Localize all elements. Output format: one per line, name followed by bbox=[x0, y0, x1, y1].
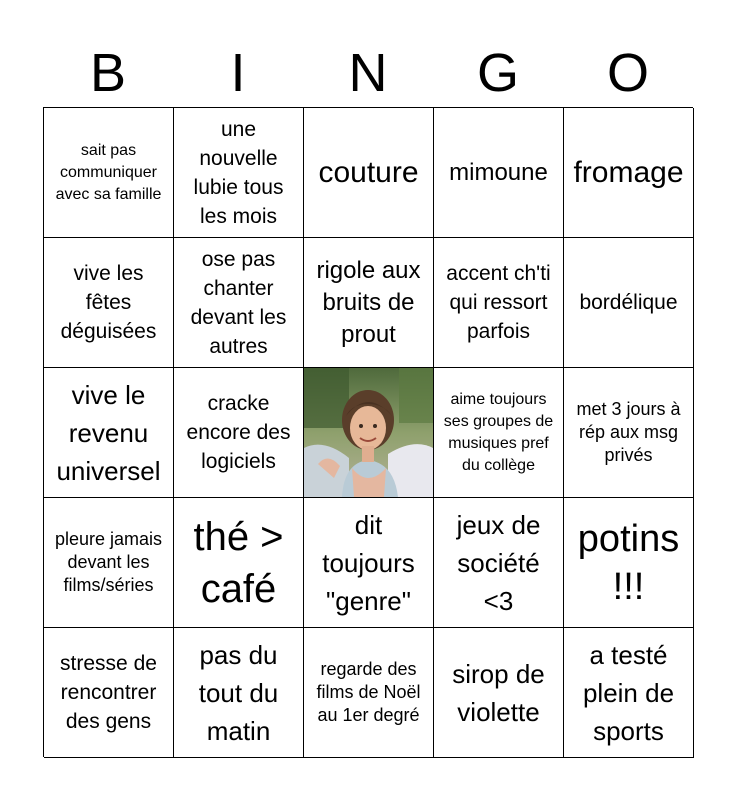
cell-text: bordélique bbox=[579, 291, 678, 314]
cell-text: aime toujours ses groupes de musiques pref du collège bbox=[443, 390, 554, 474]
bingo-header bbox=[43, 38, 693, 108]
free-space-photo[interactable] bbox=[304, 368, 434, 498]
header-letter-o: O bbox=[606, 43, 649, 103]
bingo-cell[interactable] bbox=[434, 368, 564, 498]
cell-text: thé > café bbox=[193, 514, 284, 611]
cell-text: pas du tout du matin bbox=[198, 639, 279, 746]
header-letter-b: B bbox=[89, 43, 127, 103]
bingo-cell[interactable] bbox=[174, 368, 304, 498]
cell-text: stresse de rencontrer des gens bbox=[60, 652, 157, 733]
header-letter-g: G bbox=[476, 43, 519, 103]
cell-text: couture bbox=[318, 155, 419, 189]
cell-text: sirop de violette bbox=[452, 658, 545, 727]
cell-text: regarde des films de Noël au 1er degré bbox=[316, 659, 421, 725]
cell-text: accent ch'ti qui ressort parfois bbox=[446, 262, 551, 343]
bingo-cell[interactable] bbox=[564, 238, 694, 368]
bingo-cell[interactable] bbox=[304, 498, 434, 628]
bingo-cell[interactable] bbox=[434, 498, 564, 628]
bingo-cell[interactable] bbox=[44, 498, 174, 628]
person-photo bbox=[304, 368, 433, 497]
bingo-cell[interactable] bbox=[174, 108, 304, 238]
cell-text: vive les fêtes déguisées bbox=[60, 262, 157, 343]
cell-text: fromage bbox=[573, 155, 684, 189]
bingo-cell[interactable] bbox=[304, 628, 434, 758]
bingo-cell[interactable] bbox=[44, 108, 174, 238]
bingo-cell[interactable] bbox=[44, 238, 174, 368]
bingo-cell[interactable] bbox=[174, 628, 304, 758]
bingo-cell[interactable] bbox=[564, 628, 694, 758]
header-letter-n: N bbox=[348, 43, 388, 103]
cell-text: cracke encore des logiciels bbox=[186, 392, 291, 473]
bingo-cell[interactable] bbox=[304, 108, 434, 238]
cell-text: a testé plein de sports bbox=[582, 639, 675, 746]
cell-text: potins !!! bbox=[577, 517, 680, 608]
bingo-board bbox=[43, 107, 693, 757]
bingo-cell[interactable] bbox=[44, 628, 174, 758]
cell-text: dit toujours "genre" bbox=[322, 509, 415, 616]
bingo-cell[interactable] bbox=[564, 108, 694, 238]
bingo-cell[interactable] bbox=[564, 368, 694, 498]
cell-text: mimoune bbox=[449, 158, 548, 186]
cell-text: une nouvelle lubie tous les mois bbox=[193, 117, 284, 228]
bingo-cell[interactable] bbox=[174, 498, 304, 628]
bingo-cell[interactable] bbox=[44, 368, 174, 498]
bingo-cell[interactable] bbox=[564, 498, 694, 628]
cell-text: vive le revenu universel bbox=[56, 379, 161, 486]
bingo-cell[interactable] bbox=[304, 238, 434, 368]
cell-text: ose pas chanter devant les autres bbox=[190, 247, 287, 358]
cell-text: rigole aux bruits de prout bbox=[316, 256, 421, 348]
cell-text: sait pas communiquer avec sa famille bbox=[55, 141, 162, 203]
bingo-cell[interactable] bbox=[434, 108, 564, 238]
bingo-cell[interactable] bbox=[174, 238, 304, 368]
header-letter-i: I bbox=[230, 43, 246, 103]
bingo-cell[interactable] bbox=[434, 238, 564, 368]
cell-text: pleure jamais devant les films/séries bbox=[54, 529, 163, 595]
bingo-cell[interactable] bbox=[434, 628, 564, 758]
cell-text: met 3 jours à rép aux msg privés bbox=[576, 399, 681, 465]
cell-text: jeux de société <3 bbox=[456, 509, 541, 616]
